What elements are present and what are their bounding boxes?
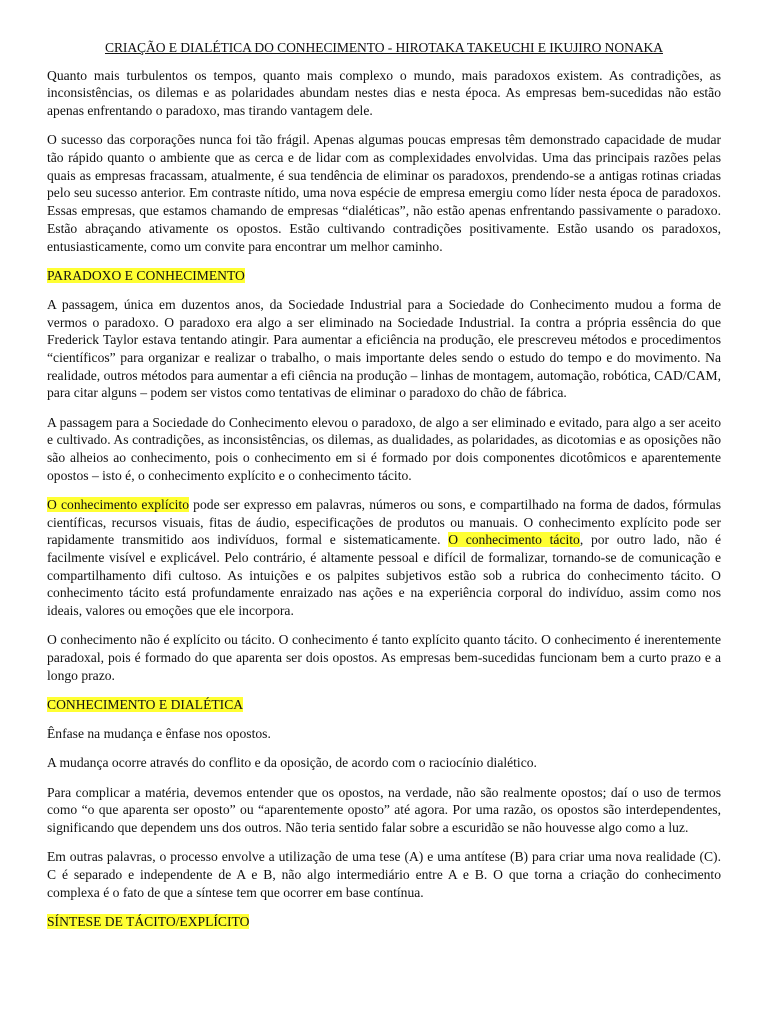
section-heading-text: CONHECIMENTO E DIALÉTICA	[47, 697, 244, 712]
section1-paragraph-3	[47, 496, 721, 620]
section2-paragraph-1: Ênfase na mudança e ênfase nos opostos.	[47, 726, 271, 742]
section-heading-text: PARADOXO E CONHECIMENTO	[47, 267, 245, 283]
section2-paragraph-3: Para complicar a matéria, devemos entender que os opostos, na verdade, não são realmente opostos; daí o uso de termos como “o que aparenta ser oposto” ou “aparentemente oposto” até agora. Por uma razão, os opostos são interdependentes, significando que dependem uns dos outros. Não teria sentido falar sobre a escuridão se não houvesse algo como a luz.	[47, 784, 721, 836]
section2-paragraph-4: Em outras palavras, o processo envolve a utilização de uma tese (A) e uma antítese (B) para criar uma nova realidade (C). C é separado e independente de A e B, não algo intermediário entre A e B. O que torna a criação do conhecimento complexa é o fato de que a síntese tem que ocorrer em base contínua.	[47, 849, 721, 900]
section1-paragraph-4: O conhecimento não é explícito ou tácito. O conhecimento é tanto explícito quanto tácito. O conhecimento é inerentemente paradoxal, pois é formado do que aparenta ser dois opostos. As empresas bem-sucedidas funcionam bem a curto prazo e a longo prazo.	[47, 632, 721, 683]
section2-paragraph-2: A mudança ocorre através do conflito e da oposição, de acordo com o raciocínio dialético.	[47, 755, 537, 771]
section-heading-text: SÍNTESE DE TÁCITO/EXPLÍCITO	[47, 913, 250, 929]
document-page	[47, 39, 721, 942]
section1-paragraph-1: A passagem, única em duzentos anos, da Sociedade Industrial para a Sociedade do Conhecimento mudou a forma de vermos o paradoxo. O paradoxo era algo a ser eliminado na Sociedade Industrial. Ia contra a própria essência do que Frederick Taylor estava tentando atingir. Para aumentar a eficiência na produção, ele prescreveu métodos e procedimentos “científicos” para organizar e realizar o trabalho, o mais importante deles sendo o estudo do tempo e do movimento. Na realidade, outros métodos para aumentar a efi ciência na produção – linhas de montagem, automação, robótica, CAD/CAM, para citar alguns – podem ser vistos como tentativas de eliminar o paradoxo do chão de fábrica.	[47, 296, 721, 401]
section-heading-dialetica	[47, 696, 721, 714]
document-title: CRIAÇÃO E DIALÉTICA DO CONHECIMENTO - HIROTAKA TAKEUCHI E IKUJIRO NONAKA	[104, 40, 663, 55]
section-heading-sintese	[47, 913, 721, 931]
paragraph-text: pode ser expresso em palavras, números ou sons, e compartilhado na forma de dados, fórmulas científicas, recursos visuais, fitas de áudio, especificações de produtos ou manuais. O conhecimento explícito pode ser rapidamente transmitido aos indivíduos, formal e sistematicamente.	[47, 496, 721, 548]
highlight-tacit-knowledge: O conhecimento tácito	[448, 532, 580, 548]
intro-paragraph-1: Quanto mais turbulentos os tempos, quanto mais complexo o mundo, mais paradoxos existem. As contradições, as inconsistências, os dilemas e as polaridades abundam nestes dias e nesta época. As empresas bem-sucedidas não estão apenas enfrentando o paradoxo, mas tirando vantagem dele.	[47, 67, 721, 119]
highlight-explicit-knowledge: O conhecimento explícito	[47, 496, 189, 512]
section1-paragraph-2: A passagem para a Sociedade do Conhecimento elevou o paradoxo, de algo a ser eliminado e evitado, para algo a ser aceito e cultivado. As contradições, as inconsistências, os dilemas, as dualidades, as polaridades, as dicotomias e as oposições não são alheios ao conhecimento, pois o conhecimento em si é formado por dois componentes dicotômicos e aparentemente opostos – isto é, o conhecimento explícito e o conhecimento tácito.	[47, 414, 721, 483]
paragraph-text: , por outro lado, não é facilmente visível e explicável. Pelo contrário, é altamente pessoal e difícil de formalizar, tornando-se de comunicação e compartilhamento difi cultoso. As intuições e os palpites subjetivos estão sob a rubrica do conhecimento tácito. O conhecimento tácito está profundamente enraizado nas ações e na experiência corporal do indivíduo, assim como nos ideais, valores ou emoções que ele incorpora.	[47, 532, 722, 619]
section-heading-paradoxo	[47, 267, 721, 285]
intro-paragraph-2: O sucesso das corporações nunca foi tão frágil. Apenas algumas poucas empresas têm demonstrado capacidade de mudar tão rápido quanto o ambiente que as cerca e de lidar com as complexidades envolvidas. Uma das principais razões pelas quais as empresas fracassam, atualmente, é sua tendência de eliminar os paradoxos, prendendo-se a antigas rotinas criadas pelo seu sucesso anterior. Em contraste nítido, uma nova espécie de empresa emergiu como líder nesta época de paradoxos. Essas empresas, que estamos chamando de empresas “dialéticas”, não estão apenas enfrentando passivamente o paradoxo. Estão abraçando ativamente os opostos. Estão cultivando contradições positivamente. Estão usando os paradoxos, entusiasticamente, como um convite para encontrar um melhor caminho.	[47, 132, 721, 254]
